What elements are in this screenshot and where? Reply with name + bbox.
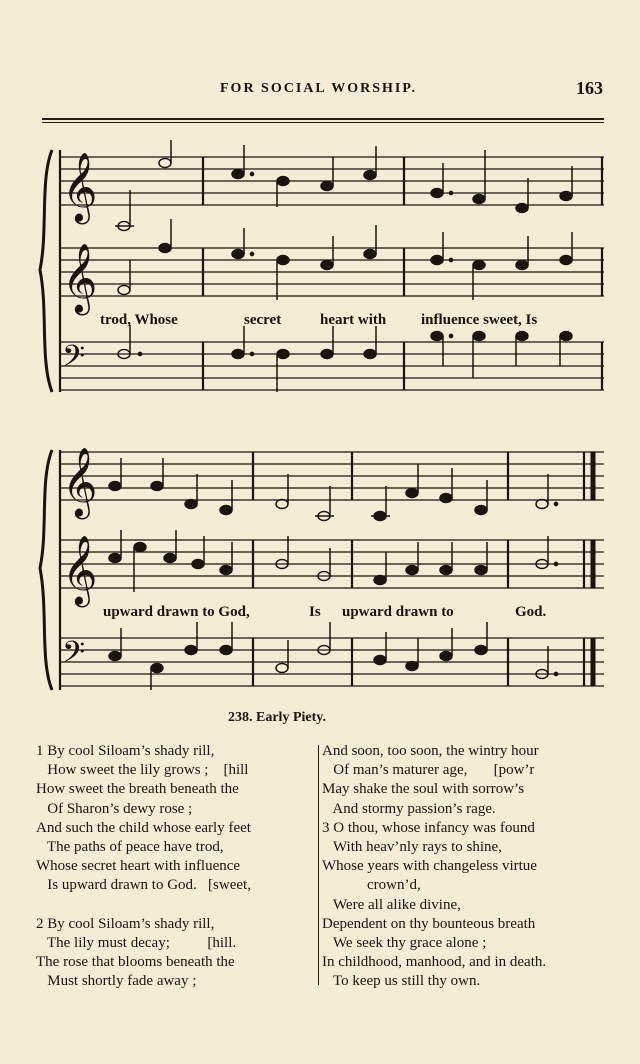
- verse-line: Dependent on thy bounteous breath: [322, 915, 536, 932]
- treble-clef-icon: 𝄞: [62, 243, 98, 313]
- lyric-system-1-a: trod, Whose: [100, 312, 178, 328]
- verse-line: Of man’s maturer age, [pow’r: [322, 762, 535, 779]
- verse-line: And such the child whose early feet: [36, 819, 251, 836]
- verse-line: To keep us still thy own.: [322, 973, 481, 990]
- notes-bass: [118, 325, 572, 392]
- verse-line: May shake the soul with sorrow’s: [322, 781, 525, 798]
- hymn-title: 238. Early Piety.: [228, 710, 326, 725]
- verse-line: 1 By cool Siloam’s shady rill,: [36, 743, 215, 759]
- verse-line: [36, 896, 314, 915]
- verse-line: 3 O thou, whose infancy was found: [322, 819, 535, 836]
- verse-line: The rose that blooms beneath the: [36, 954, 235, 971]
- bass-staff: [60, 342, 604, 390]
- lyric-system-1-c: heart with: [320, 312, 387, 328]
- lyric-system-2-d: God.: [515, 604, 547, 620]
- lyric-system-2-b: Is: [309, 604, 321, 620]
- treble-staff-1: [60, 157, 604, 205]
- verse-line: Must shortly fade away ;: [36, 973, 197, 990]
- header-rule-thin: [42, 122, 604, 123]
- treble-clef-icon: 𝄞: [62, 152, 98, 222]
- bass-clef-icon: 𝄢: [62, 636, 86, 677]
- verse-line: And stormy passion’s rage.: [322, 800, 496, 817]
- header-title: FOR SOCIAL WORSHIP.: [220, 81, 418, 96]
- verse-line: How sweet the lily grows ; [hill: [36, 762, 249, 779]
- bass-clef-icon: 𝄢: [62, 340, 86, 381]
- verse-line: How sweet the breath beneath the: [36, 781, 239, 798]
- verse-line: With heav’nly rays to shine,: [322, 838, 502, 855]
- treble-staff-2: [60, 248, 604, 296]
- column-divider: [318, 745, 319, 985]
- verse-line: Were all alike divine,: [322, 896, 461, 913]
- running-header: [0, 78, 640, 102]
- verse-line: Of Sharon’s dewy rose ;: [36, 800, 193, 817]
- page-number: 163: [576, 78, 603, 98]
- notes-staff-1: [115, 140, 572, 231]
- treble-clef-icon: 𝄞: [62, 535, 98, 605]
- music-system-1: [0, 140, 640, 400]
- verse-line: In childhood, manhood, and in death.: [322, 954, 547, 971]
- lyric-system-2-c: upward drawn to: [342, 604, 454, 620]
- music-system-2: [0, 440, 640, 700]
- verse-line: The paths of peace have trod,: [36, 838, 224, 855]
- header-rule: [42, 118, 604, 120]
- verse-line: Whose secret heart with influence: [36, 858, 241, 875]
- verse-line: 2 By cool Siloam’s shady rill,: [36, 915, 215, 932]
- lyric-system-1-d: influence sweet, Is: [421, 312, 538, 328]
- verse-line: And soon, too soon, the wintry hour: [322, 743, 539, 759]
- verse-column-left: [36, 742, 314, 991]
- verse-line: Whose years with changeless virtue: [322, 858, 537, 875]
- verse-line: We seek thy grace alone ;: [322, 934, 487, 951]
- verse-line: Is upward drawn to God. [sweet,: [36, 877, 251, 894]
- lyric-system-1-b: secret: [244, 312, 282, 328]
- treble-clef-icon: 𝄞: [62, 447, 98, 517]
- lyric-system-2-a: upward drawn to God,: [103, 604, 250, 620]
- verse-line: The lily must decay; [hill.: [36, 934, 237, 951]
- verse-column-right: [322, 742, 622, 991]
- verse-line: crown’d,: [322, 877, 421, 894]
